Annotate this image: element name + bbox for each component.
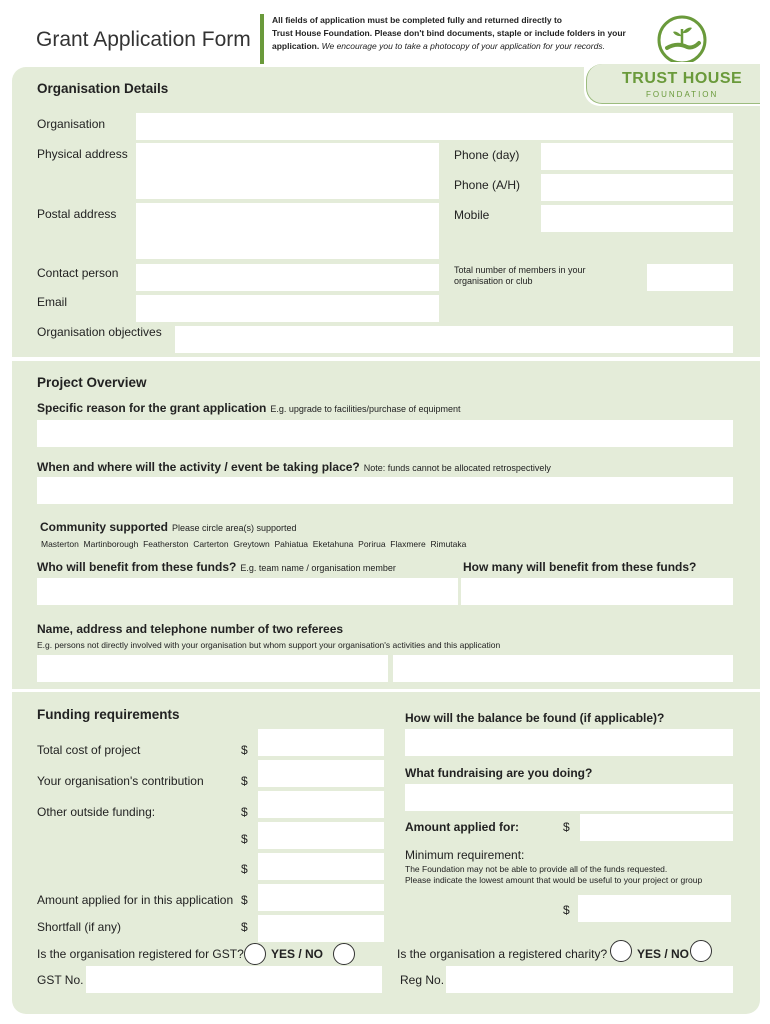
physical-address-field[interactable]: [136, 143, 439, 199]
phone-day-label: Phone (day): [454, 148, 520, 162]
area-martinborough[interactable]: Martinborough: [83, 539, 139, 549]
area-list: [41, 539, 466, 549]
logo-sub: FOUNDATION: [646, 90, 719, 99]
when-where-label: [37, 460, 551, 474]
accent-bar: [260, 14, 264, 64]
shortfall-field[interactable]: [258, 915, 384, 942]
who-hint: E.g. team name / organisation member: [240, 563, 396, 573]
community-hint: Please circle area(s) supported: [172, 523, 297, 533]
amount-this-label: Amount applied for in this application: [37, 893, 234, 907]
charity-no-circle[interactable]: [690, 940, 712, 962]
members-field[interactable]: [647, 264, 733, 291]
notice-line-3-italic: We encourage you to take a photocopy of your application for your records.: [321, 41, 605, 51]
area-porirua[interactable]: Porirua: [358, 539, 386, 549]
gst-no-label: GST No.: [37, 973, 84, 987]
gst-no-field[interactable]: [86, 966, 382, 993]
logo-name: TRUST HOUSE: [622, 70, 743, 87]
organisation-label: Organisation: [37, 117, 106, 131]
notice-line-2: Trust House Foundation. Please don't bind documents, staple or include folders in your: [272, 28, 626, 38]
outside-funding-field-2[interactable]: [258, 822, 384, 849]
phone-day-field[interactable]: [541, 143, 733, 170]
objectives-label: Organisation objectives: [37, 325, 162, 339]
area-masterton[interactable]: Masterton: [41, 539, 79, 549]
community-text: Community supported: [40, 520, 168, 534]
outside-dollar-1: $: [241, 805, 248, 819]
area-flaxmere[interactable]: Flaxmere: [390, 539, 426, 549]
gst-question: Is the organisation registered for GST?: [37, 947, 244, 961]
notice-line-3-bold: application.: [272, 41, 320, 51]
min-req-label: Minimum requirement:: [405, 848, 525, 862]
reason-text: Specific reason for the grant application: [37, 401, 267, 415]
how-many-label: How many will benefit from these funds?: [463, 560, 697, 574]
gst-no-circle[interactable]: [333, 943, 355, 965]
email-label: Email: [37, 295, 68, 309]
who-benefit-text: Who will benefit from these funds?: [37, 560, 237, 574]
when-where-field[interactable]: [37, 477, 733, 504]
gst-yes-no: YES / NO: [271, 947, 324, 961]
who-benefit-field[interactable]: [37, 578, 458, 605]
contribution-dollar: $: [241, 774, 248, 788]
gst-yes-circle[interactable]: [244, 943, 266, 965]
fundraising-label: What fundraising are you doing?: [405, 766, 593, 780]
community-label: [40, 520, 297, 534]
reason-label: [37, 401, 461, 415]
phone-ah-label: Phone (A/H): [454, 178, 521, 192]
mobile-label: Mobile: [454, 208, 490, 222]
funding-section-title: Funding requirements: [37, 707, 180, 722]
amount-this-field[interactable]: [258, 884, 384, 911]
logo-icon: [657, 15, 707, 65]
notice-line-3: [272, 41, 605, 51]
fundraising-field[interactable]: [405, 784, 733, 811]
area-featherston[interactable]: Featherston: [143, 539, 189, 549]
outside-dollar-3: $: [241, 862, 248, 876]
charity-question: Is the organisation a registered charity?: [397, 947, 608, 961]
reg-no-field[interactable]: [446, 966, 733, 993]
outside-funding-field-3[interactable]: [258, 853, 384, 880]
area-eketahuna[interactable]: Eketahuna: [312, 539, 354, 549]
charity-yes-circle[interactable]: [610, 940, 632, 962]
contact-person-label: Contact person: [37, 266, 119, 280]
area-carterton[interactable]: Carterton: [193, 539, 229, 549]
balance-label: How will the balance be found (if applicable)?: [405, 711, 665, 725]
reason-field[interactable]: [37, 420, 733, 447]
referees-label: Name, address and telephone number of two referees: [37, 622, 344, 636]
area-rimutaka[interactable]: Rimutaka: [430, 539, 467, 549]
total-cost-dollar: $: [241, 743, 248, 757]
phone-ah-field[interactable]: [541, 174, 733, 201]
reg-no-label: Reg No.: [400, 973, 445, 987]
min-req-field[interactable]: [578, 895, 731, 922]
organisation-field[interactable]: [136, 113, 733, 140]
outside-funding-label: Other outside funding:: [37, 805, 156, 819]
area-pahiatua[interactable]: Pahiatua: [274, 539, 309, 549]
how-many-field[interactable]: [461, 578, 733, 605]
amount-applied-label: Amount applied for:: [405, 820, 519, 834]
mobile-field[interactable]: [541, 205, 733, 232]
total-cost-field[interactable]: [258, 729, 384, 756]
contact-person-field[interactable]: [136, 264, 439, 291]
outside-dollar-2: $: [241, 832, 248, 846]
min-req-dollar: $: [563, 903, 570, 917]
total-cost-label: Total cost of project: [37, 743, 141, 757]
when-where-text: When and where will the activity / event be taking place?: [37, 460, 360, 474]
postal-address-field[interactable]: [136, 203, 439, 259]
min-note-1: The Foundation may not be able to provide all of the funds requested.: [405, 864, 668, 874]
balance-field[interactable]: [405, 729, 733, 756]
postal-address-label: Postal address: [37, 207, 117, 221]
project-section-title: Project Overview: [37, 375, 147, 390]
when-hint: Note: funds cannot be allocated retrospectively: [363, 463, 551, 473]
referee-1-field[interactable]: [37, 655, 388, 682]
reason-hint: E.g. upgrade to facilities/purchase of equipment: [270, 404, 461, 414]
page-title: Grant Application Form: [36, 28, 251, 51]
outside-funding-field-1[interactable]: [258, 791, 384, 818]
objectives-field[interactable]: [175, 326, 733, 353]
amount-this-dollar: $: [241, 893, 248, 907]
members-label-line2: organisation or club: [454, 276, 533, 286]
referees-hint: E.g. persons not directly involved with your organisation but whom support your organisation's activities and this application: [37, 640, 501, 650]
area-greytown[interactable]: Greytown: [233, 539, 270, 549]
amount-applied-dollar: $: [563, 820, 570, 834]
contribution-label: Your organisation's contribution: [37, 774, 204, 788]
charity-yes-no: YES / NO: [637, 947, 690, 961]
org-section-title: Organisation Details: [37, 81, 169, 96]
who-benefit-label: [37, 560, 396, 574]
min-note-2: Please indicate the lowest amount that would be useful to your project or group: [405, 875, 703, 885]
amount-applied-field[interactable]: [580, 814, 733, 841]
physical-address-label: Physical address: [37, 147, 128, 161]
notice-line-1: All fields of application must be completed fully and returned directly to: [272, 15, 562, 25]
contribution-field[interactable]: [258, 760, 384, 787]
email-field[interactable]: [136, 295, 439, 322]
members-label-line1: Total number of members in your: [454, 265, 586, 275]
referee-2-field[interactable]: [393, 655, 733, 682]
shortfall-dollar: $: [241, 920, 248, 934]
shortfall-label: Shortfall (if any): [37, 920, 122, 934]
